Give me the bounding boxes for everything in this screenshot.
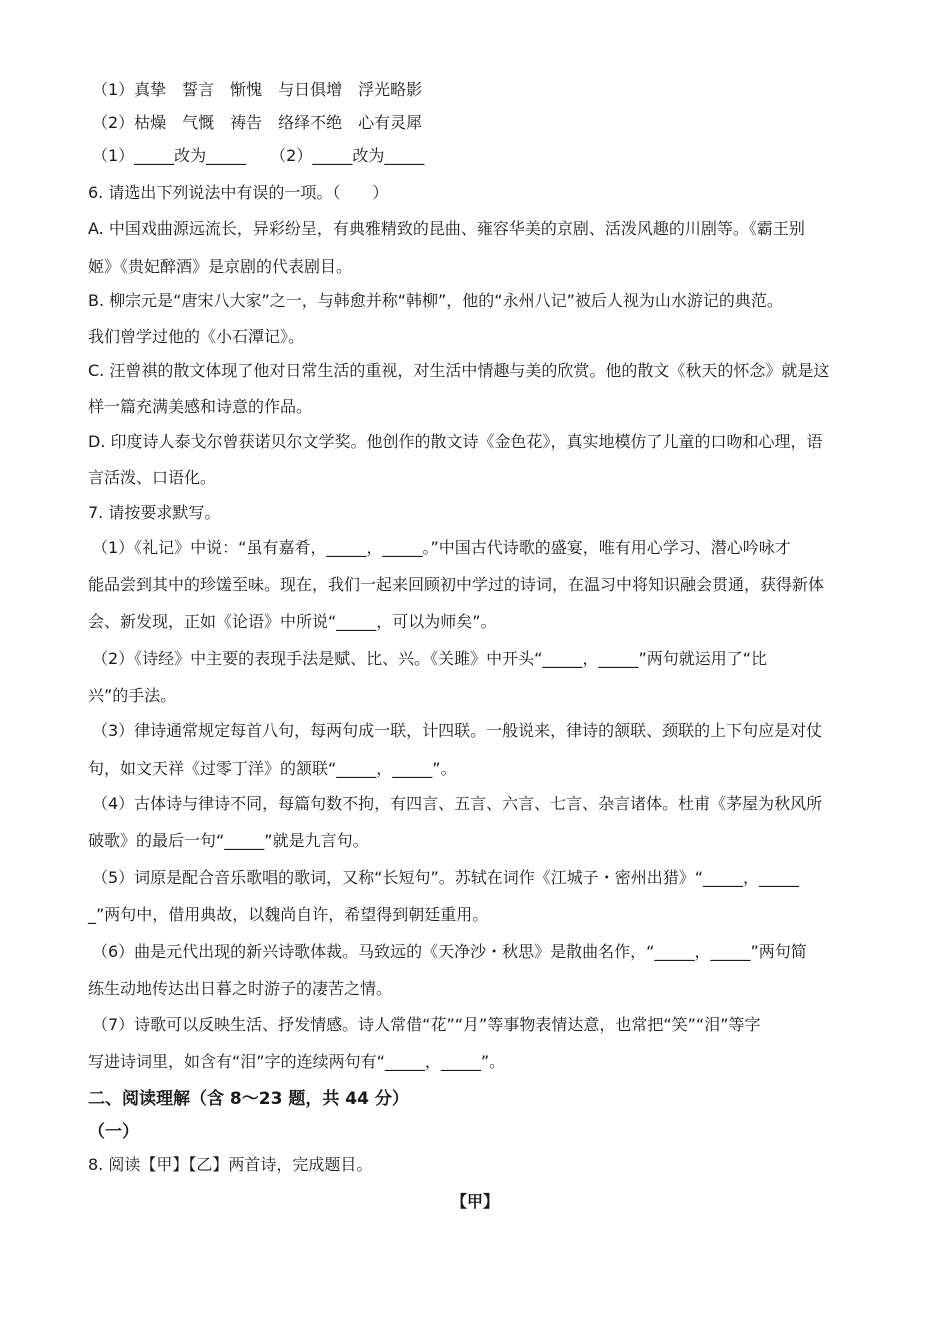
q7-item-4-line-2: 破歌》的最后一句“_____”就是九言句。 <box>88 831 369 850</box>
word-group-2: （2）枯燥 气慨 祷告 络绎不绝 心有灵犀 <box>92 113 423 132</box>
question-6-stem: 6. 请选出下列说法中有误的一项。（ ） <box>88 183 389 202</box>
option-c-line-1: C. 汪曾祺的散文体现了他对日常生活的重视，对生活中情趣与美的欣赏。他的散文《秋天的怀念》就是这 <box>88 361 830 380</box>
section-2-heading: 二、阅读理解（含 8～23 题，共 44 分） <box>88 1089 409 1109</box>
option-b-line-1: B. 柳宗元是“唐宋八大家”之一，与韩愈并称“韩柳”，他的“永州八记”被后人视为山水游记的典范。 <box>88 291 783 310</box>
q7-item-7-line-2: 写进诗词里，如含有“泪”字的连续两句有“_____，_____”。 <box>88 1052 506 1071</box>
correction-blanks: （1）_____改为_____ （2）_____改为_____ <box>92 146 425 165</box>
q7-item-5-line-1: （5）词原是配合音乐歌唱的歌词，又称“长短句”。苏轼在词作《江城子・密州出猎》“_____，_____ <box>92 868 800 887</box>
question-8-stem: 8. 阅读【甲】【乙】两首诗，完成题目。 <box>88 1155 373 1174</box>
q7-item-2-line-2: 兴”的手法。 <box>88 686 177 705</box>
q7-item-5-line-2: _”两句中，借用典故，以魏尚自许，希望得到朝廷重用。 <box>88 905 489 924</box>
q7-item-1-line-3: 会、新发现，正如《论语》中所说“_____，可以为师矣”。 <box>88 612 497 631</box>
word-group-1: （1）真挚 誓言 惭愧 与日俱增 浮光略影 <box>92 80 423 99</box>
q7-item-6-line-2: 练生动地传达出日暮之时游子的凄苦之情。 <box>88 979 393 998</box>
q7-item-6-line-1: （6）曲是元代出现的新兴诗歌体裁。马致远的《天净沙・秋思》是散曲名作，“_____，_____”两句简 <box>92 942 807 961</box>
poem-label-jia: 【甲】 <box>450 1192 499 1211</box>
option-a-line-2: 姬》《贵妃醉酒》是京剧的代表剧目。 <box>88 257 353 276</box>
option-a-line-1: A. 中国戏曲源远流长，异彩纷呈，有典雅精致的昆曲、雍容华美的京剧、活泼风趣的川剧等。《霸王别 <box>88 219 805 238</box>
option-d-line-2: 言活泼、口语化。 <box>88 468 217 487</box>
question-7-stem: 7. 请按要求默写。 <box>88 503 221 522</box>
q7-item-1-line-1: （1）《礼记》中说：“虽有嘉肴，_____，_____。”中国古代诗歌的盛宴，唯有用心学习、潜心吟咏才 <box>92 538 791 557</box>
option-d-line-1: D. 印度诗人泰戈尔曾获诺贝尔文学奖。他创作的散文诗《金色花》，真实地模仿了儿童的口吻和心理，语 <box>88 432 823 451</box>
subsection-heading: （一） <box>88 1122 139 1142</box>
q7-item-3-line-1: （3）律诗通常规定每首八句，每两句成一联，计四联。一般说来，律诗的颔联、颈联的上下句应是对仗 <box>92 721 823 740</box>
q7-item-1-line-2: 能品尝到其中的珍馐至味。现在，我们一起来回顾初中学过的诗词，在温习中将知识融会贯通，获得新体 <box>88 575 825 594</box>
q7-item-2-line-1: （2）《诗经》中主要的表现手法是赋、比、兴。《关雎》中开头“_____，_____”两句就运用了“比 <box>92 649 768 668</box>
q7-item-4-line-1: （4）古体诗与律诗不同，每篇句数不拘，有四言、五言、六言、七言、杂言诸体。杜甫《茅屋为秋风所 <box>92 794 823 813</box>
q7-item-7-line-1: （7）诗歌可以反映生活、抒发情感。诗人常借“花”“月”等事物表情达意，也常把“笑”“泪”等字 <box>92 1015 761 1034</box>
option-c-line-2: 样一篇充满美感和诗意的作品。 <box>88 397 313 416</box>
q7-item-3-line-2: 句，如文天祥《过零丁洋》的颔联“_____，_____”。 <box>88 759 457 778</box>
option-b-line-2: 我们曾学过他的《小石潭记》。 <box>88 327 305 346</box>
